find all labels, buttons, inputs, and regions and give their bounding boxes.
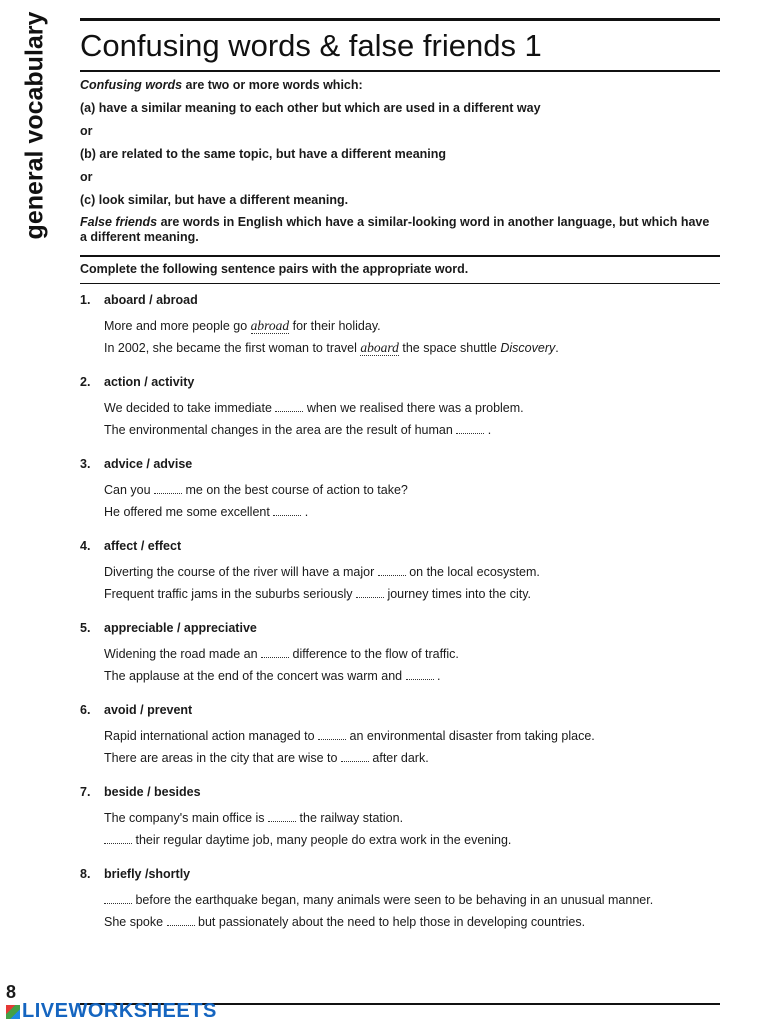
sentence-text: but passionately about the need to help those in developing countries. xyxy=(194,915,586,929)
intro-text: are two or more words which: xyxy=(182,78,363,92)
sentence-text: The company's main office is xyxy=(104,811,269,825)
sentence xyxy=(104,587,723,601)
sentence-text: More and more people go xyxy=(104,319,251,333)
answer-blank[interactable] xyxy=(406,679,434,680)
sentence xyxy=(104,505,723,519)
item-header xyxy=(80,785,723,803)
title-rule xyxy=(80,70,720,72)
item-header xyxy=(80,375,723,393)
side-tab-label: general vocabulary xyxy=(20,11,49,240)
sentence xyxy=(104,565,723,579)
sentence-text: the railway station. xyxy=(296,811,404,825)
item-number: 5. xyxy=(80,621,91,635)
word-pair: advice / advise xyxy=(104,457,193,471)
sentence-text: Frequent traffic jams in the suburbs seriously xyxy=(104,587,356,601)
intro-or-2: or xyxy=(80,170,93,184)
exercise-item xyxy=(80,621,723,683)
sentence-text: for their holiday. xyxy=(289,319,381,333)
sentence xyxy=(104,647,723,661)
sentence xyxy=(104,915,723,929)
section-rule xyxy=(80,255,720,257)
item-number: 8. xyxy=(80,867,91,881)
sentence-text: Diverting the course of the river will have a major xyxy=(104,565,378,579)
instruction: Complete the following sentence pairs with the appropriate word. xyxy=(80,262,469,276)
false-friends-definition xyxy=(80,215,718,245)
intro-c: (c) look similar, but have a different meaning. xyxy=(80,193,349,207)
sentence-text: difference to the flow of traffic. xyxy=(289,647,459,661)
word-pair: affect / effect xyxy=(104,539,182,553)
sentence xyxy=(104,423,723,437)
item-number: 7. xyxy=(80,785,91,799)
sentence-text: The applause at the end of the concert was warm and xyxy=(104,669,406,683)
exercise-item xyxy=(80,785,723,847)
page-number: 8 xyxy=(6,982,17,1002)
filled-answer[interactable]: aboard xyxy=(360,340,399,355)
exercise-item xyxy=(80,293,723,355)
exercise-item xyxy=(80,375,723,437)
sentence-text: their regular daytime job, many people do extra work in the evening. xyxy=(132,833,512,847)
term-confusing-words: Confusing words xyxy=(80,78,183,92)
logo-cube-icon xyxy=(6,1005,20,1019)
exercise-item xyxy=(80,457,723,519)
answer-blank[interactable] xyxy=(356,597,384,598)
item-header xyxy=(80,703,723,721)
sentence-text: after dark. xyxy=(368,751,429,765)
item-header xyxy=(80,621,723,639)
sentence xyxy=(104,341,723,355)
word-pair: action / activity xyxy=(104,375,195,389)
sentence xyxy=(104,893,723,907)
sentence-text: . xyxy=(484,423,492,437)
answer-blank[interactable] xyxy=(261,657,289,658)
sentence-text: me on the best course of action to take? xyxy=(182,483,408,497)
answer-blank[interactable] xyxy=(456,433,484,434)
sentence-text: We decided to take immediate xyxy=(104,401,276,415)
item-header xyxy=(80,867,723,885)
answer-blank[interactable] xyxy=(104,903,132,904)
word-pair: briefly /shortly xyxy=(104,867,191,881)
sentence xyxy=(104,833,723,847)
intro-a: (a) have a similar meaning to each other but which are used in a different way xyxy=(80,101,541,115)
item-header xyxy=(80,457,723,475)
intro-or-1: or xyxy=(80,124,93,138)
sentence-text: . xyxy=(301,505,309,519)
sentence-text: the space shuttle xyxy=(398,341,501,355)
instruction-rule xyxy=(80,283,720,284)
item-header xyxy=(80,293,723,311)
sentence-text: journey times into the city. xyxy=(383,587,532,601)
sentence xyxy=(104,669,723,683)
sentence-end: . xyxy=(555,341,559,355)
page-title: Confusing words & false friends 1 xyxy=(80,28,542,63)
sentence-text: Widening the road made an xyxy=(104,647,262,661)
sentence-text: before the earthquake began, many animals were seen to be behaving in an unusual manner. xyxy=(132,893,654,907)
exercise-item xyxy=(80,539,723,601)
answer-blank[interactable] xyxy=(341,761,369,762)
sentence-text: . xyxy=(433,669,441,683)
item-number: 1. xyxy=(80,293,91,307)
item-number: 2. xyxy=(80,375,91,389)
answer-blank[interactable] xyxy=(154,493,182,494)
item-number: 6. xyxy=(80,703,91,717)
answer-blank[interactable] xyxy=(104,843,132,844)
sentence-text: The environmental changes in the area are the result of human xyxy=(104,423,457,437)
answer-blank[interactable] xyxy=(167,925,195,926)
word-pair: avoid / prevent xyxy=(104,703,193,717)
logo-text: LIVEWORKSHEETS xyxy=(22,1000,217,1022)
sentence-text: Can you xyxy=(104,483,155,497)
top-rule xyxy=(80,18,720,21)
answer-blank[interactable] xyxy=(268,821,296,822)
italic-text: Discovery xyxy=(500,341,556,355)
exercise-item xyxy=(80,867,723,929)
sentence-text: Rapid international action managed to xyxy=(104,729,319,743)
answer-blank[interactable] xyxy=(273,515,301,516)
sentence-text: He offered me some excellent xyxy=(104,505,274,519)
answer-blank[interactable] xyxy=(275,411,303,412)
word-pair: aboard / abroad xyxy=(104,293,198,307)
item-header xyxy=(80,539,723,557)
word-pair: appreciable / appreciative xyxy=(104,621,257,635)
filled-answer[interactable]: abroad xyxy=(250,318,290,333)
sentence-text: In 2002, she became the first woman to travel xyxy=(104,341,361,355)
word-pair: beside / besides xyxy=(104,785,201,799)
intro-b: (b) are related to the same topic, but have a different meaning xyxy=(80,147,447,161)
sentence xyxy=(104,483,723,497)
side-tab xyxy=(20,11,50,240)
exercise-item xyxy=(80,703,723,765)
liveworksheets-logo[interactable] xyxy=(6,1000,217,1023)
sentence xyxy=(104,319,723,333)
sentence-text: She spoke xyxy=(104,915,167,929)
sentence-text: when we realised there was a problem. xyxy=(303,401,524,415)
intro-definition xyxy=(80,78,718,93)
sentence xyxy=(104,729,723,743)
false-friends-text: are words in English which have a similar-looking word in another language, but which have a different meaning. xyxy=(80,215,710,244)
sentence-text: an environmental disaster from taking place. xyxy=(346,729,595,743)
sentence-text: There are areas in the city that are wise to xyxy=(104,751,341,765)
sentence xyxy=(104,401,723,415)
item-number: 3. xyxy=(80,457,91,471)
intro-section xyxy=(80,78,718,253)
sentence-text: on the local ecosystem. xyxy=(405,565,540,579)
answer-blank[interactable] xyxy=(318,739,346,740)
sentence xyxy=(104,751,723,765)
answer-blank[interactable] xyxy=(378,575,406,576)
sentence xyxy=(104,811,723,825)
item-number: 4. xyxy=(80,539,91,553)
term-false-friends: False friends xyxy=(80,215,158,229)
